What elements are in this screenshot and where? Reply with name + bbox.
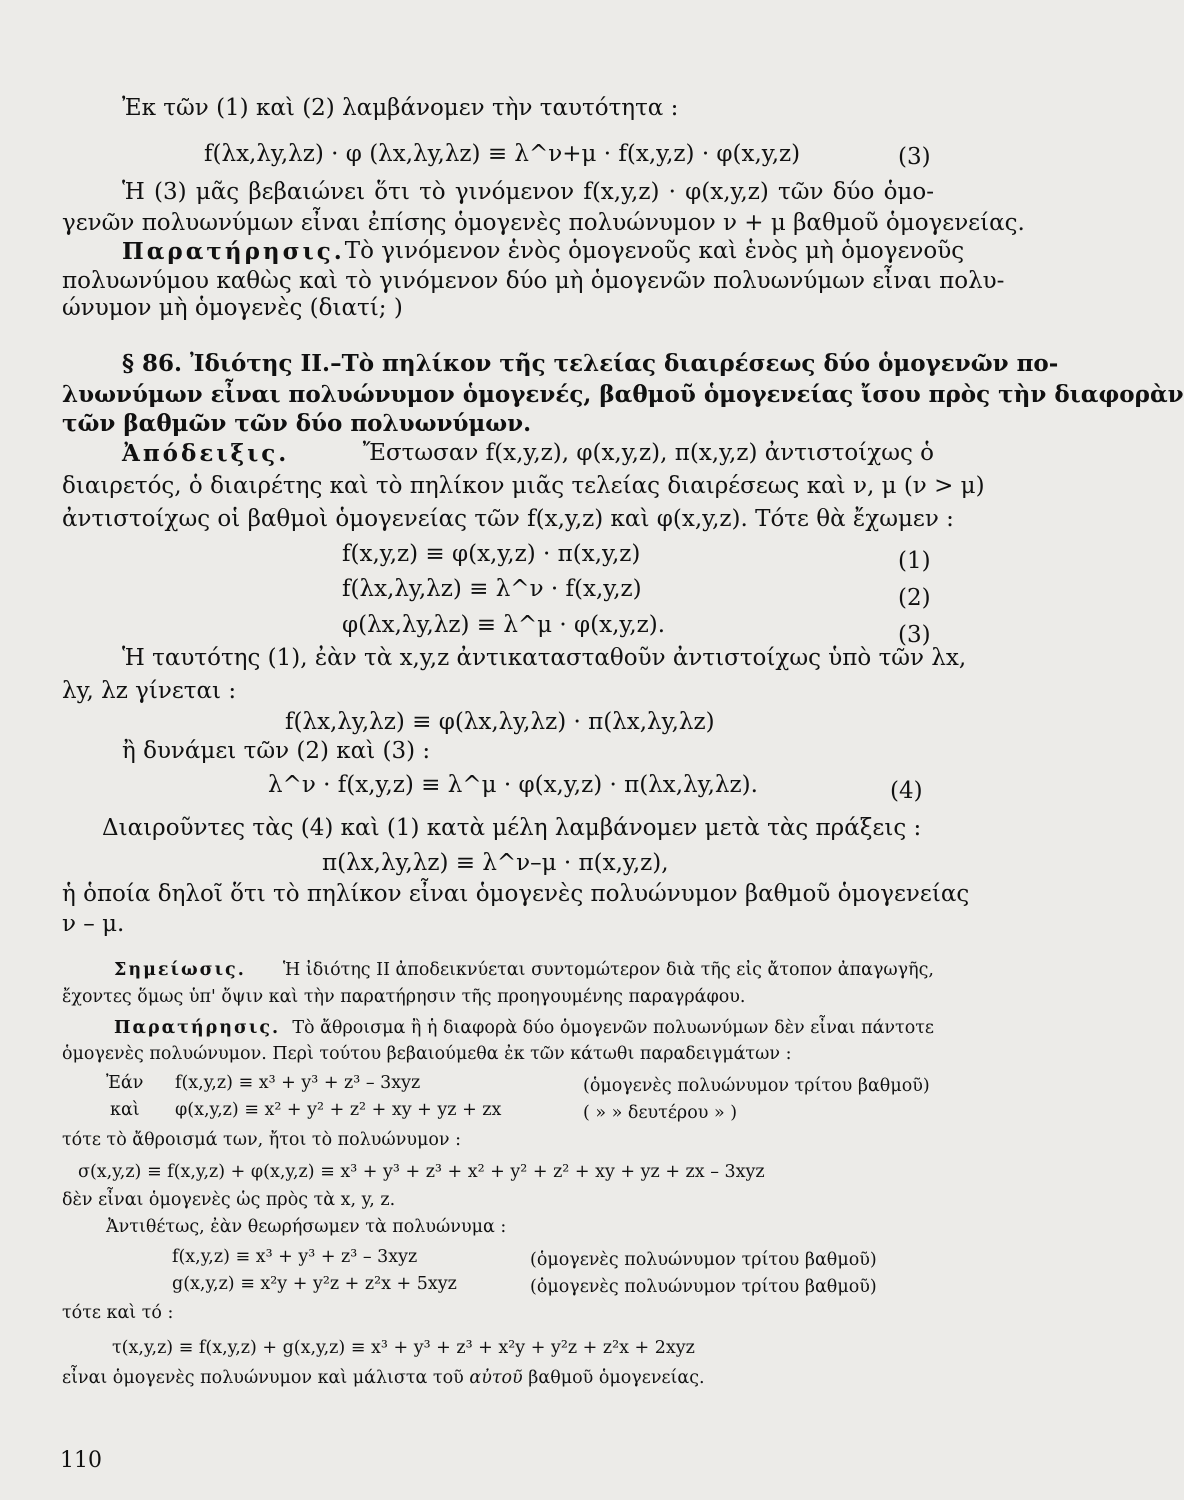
text-line: τότε καὶ τό : <box>62 1303 174 1323</box>
remark-label: Παρατήρησις. <box>122 238 345 265</box>
equation-number: (3) <box>898 144 931 170</box>
section-heading <box>122 350 1059 377</box>
note-label: Σημείωσις. <box>114 960 246 980</box>
equation: f(λx,λy,λz) ≡ φ(λx,λy,λz) · π(λx,λy,λz) <box>285 709 715 735</box>
statement-line: λυωνύμων εἶναι πολυώνυμον ὁμογενές, βαθμοῦ ὁμογενείας ἴσου πρὸς τὴν διαφορὰν <box>62 381 1184 408</box>
equation-number: (4) <box>890 778 923 804</box>
remark-line <box>122 238 965 265</box>
proof-line <box>122 442 934 465</box>
text-line: ἔχοντες ὅμως ὑπ' ὄψιν καὶ τὴν παρατήρησιν τῆς προηγουμένης παραγράφου. <box>62 987 746 1007</box>
proof-text: Ἔστωσαν f(x,y,z), φ(x,y,z), π(x,y,z) ἀντιστοίχως ὁ <box>362 440 934 466</box>
text-line: ν – μ. <box>62 911 125 937</box>
remark-line <box>114 1020 934 1038</box>
text-line: διαιρετός, ὁ διαιρέτης καὶ τὸ πηλίκον μιᾶς τελείας διαιρέσεως καὶ ν, μ (ν > μ) <box>62 473 985 499</box>
text-line <box>62 1370 705 1388</box>
equation-number: (1) <box>898 548 931 574</box>
proof-label: Ἀπόδειξις. <box>122 440 290 467</box>
equation: φ(λx,λy,λz) ≡ λ^μ · φ(x,y,z). <box>342 612 666 638</box>
text-line: Διαιροῦντες τὰς (4) καὶ (1) κατὰ μέλη λαμβάνομεν μετὰ τὰς πράξεις : <box>102 815 922 841</box>
equation-note: (ὁμογενὲς πολυώνυμον τρίτου βαθμοῦ) <box>530 1250 877 1270</box>
text-line: λy, λz γίνεται : <box>62 678 237 704</box>
equation: f(x,y,z) ≡ x³ + y³ + z³ – 3xyz <box>172 1247 418 1267</box>
equation: f(x,y,z) ≡ φ(x,y,z) · π(x,y,z) <box>342 541 641 567</box>
equation: g(x,y,z) ≡ x²y + y²z + z²x + 5xyz <box>172 1274 457 1294</box>
text-line: ὁμογενὲς πολυώνυμον. Περὶ τούτου βεβαιούμεθα ἐκ τῶν κάτωθι παραδειγμάτων : <box>62 1044 792 1064</box>
remark-label: Παρατήρησις. <box>114 1018 281 1038</box>
emphasis-word: αὐτοῦ <box>469 1368 523 1388</box>
remark-text: Τὸ ἄθροισμα ἢ ἡ διαφορὰ δύο ὁμογενῶν πολυωνύμων δὲν εἶναι πάντοτε <box>292 1018 934 1038</box>
equation-number: (2) <box>898 585 931 611</box>
text-line: Ἡ ταυτότης (1), ἐὰν τὰ x,y,z ἀντικατασταθοῦν ἀντιστοίχως ὑπὸ τῶν λx, <box>122 645 967 671</box>
equation-note: (ὁμογενὲς πολυώνυμον τρίτου βαθμοῦ) <box>583 1076 930 1096</box>
text-span: βαθμοῦ ὁμογενείας. <box>528 1368 705 1388</box>
section-statement: Τὸ πηλίκον τῆς τελείας διαιρέσεως δύο ὁμογενῶν πο- <box>341 350 1059 377</box>
text-line: ἡ ὁποία δηλοῖ ὅτι τὸ πηλίκον εἶναι ὁμογενὲς πολυώνυμον βαθμοῦ ὁμογενείας <box>62 881 970 907</box>
note-text: Ἡ ἰδιότης ΙΙ ἀποδεικνύεται συντομώτερον διὰ τῆς εἰς ἄτοπον ἀπαγωγῆς, <box>282 960 934 980</box>
page-number: 110 <box>60 1448 102 1473</box>
text-span: εἶναι ὁμογενὲς πολυώνυμον καὶ μάλιστα τοῦ <box>62 1368 464 1388</box>
equation: σ(x,y,z) ≡ f(x,y,z) + φ(x,y,z) ≡ x³ + y³ + z³ + x² + y² + z² + xy + yz + zx – 3xyz <box>78 1162 765 1182</box>
equation: π(λx,λy,λz) ≡ λ^ν–μ · π(x,y,z), <box>322 850 669 876</box>
text-line: πολυωνύμου καθὼς καὶ τὸ γινόμενον δύο μὴ ὁμογενῶν πολυωνύμων εἶναι πολυ- <box>62 268 1005 294</box>
text-line: Ἀντιθέτως, ἐὰν θεωρήσωμεν τὰ πολυώνυμα : <box>106 1217 507 1237</box>
equation: f(λx,λy,λz) · φ (λx,λy,λz) ≡ λ^ν+μ · f(x,y,z) · φ(x,y,z) <box>204 141 801 167</box>
equation-number: (3) <box>898 622 931 648</box>
text-line: ἀντιστοίχως οἱ βαθμοὶ ὁμογενείας τῶν f(x,y,z) καὶ φ(x,y,z). Τότε θὰ ἔχωμεν : <box>62 506 954 532</box>
text-line: ἢ δυνάμει τῶν (2) καὶ (3) : <box>122 738 431 764</box>
text-word: Ἐάν <box>106 1073 144 1093</box>
text-line: τότε τὸ ἄθροισμά των, ἤτοι τὸ πολυώνυμον : <box>62 1130 461 1150</box>
text-line: γενῶν πολυωνύμων εἶναι ἐπίσης ὁμογενὲς πολυώνυμον ν + μ βαθμοῦ ὁμογενείας. <box>62 210 1025 236</box>
equation: τ(x,y,z) ≡ f(x,y,z) + g(x,y,z) ≡ x³ + y³ + z³ + x²y + y²z + z²x + 2xyz <box>112 1338 695 1358</box>
text-line: Ἡ (3) μᾶς βεβαιώνει ὅτι τὸ γινόμενον f(x,y,z) · φ(x,y,z) τῶν δύο ὁμο- <box>122 179 934 205</box>
equation-note: ( » » δευτέρου » ) <box>583 1103 738 1123</box>
equation: f(x,y,z) ≡ x³ + y³ + z³ – 3xyz <box>175 1073 421 1093</box>
text-line: ώνυμον μὴ ὁμογενὲς (διατί; ) <box>62 295 403 321</box>
note-line <box>114 962 934 980</box>
section-number: § 86. Ἰδιότης ΙΙ.– <box>122 350 342 377</box>
equation: λ^ν · f(x,y,z) ≡ λ^μ · φ(x,y,z) · π(λx,λy,λz). <box>268 772 758 798</box>
text-line: Ἐκ τῶν (1) καὶ (2) λαμβάνομεν τὴν ταυτότητα : <box>122 95 679 121</box>
equation: f(λx,λy,λz) ≡ λ^ν · f(x,y,z) <box>342 576 642 602</box>
equation-note: (ὁμογενὲς πολυώνυμον τρίτου βαθμοῦ) <box>530 1277 877 1297</box>
remark-text: Τὸ γινόμενον ἑνὸς ὁμογενοῦς καὶ ἑνὸς μὴ ὁμογενοῦς <box>344 238 965 264</box>
statement-line: τῶν βαθμῶν τῶν δύο πολυωνύμων. <box>62 410 532 437</box>
text-line: δὲν εἶναι ὁμογενὲς ὡς πρὸς τὰ x, y, z. <box>62 1190 396 1210</box>
equation: φ(x,y,z) ≡ x² + y² + z² + xy + yz + zx <box>175 1100 502 1120</box>
text-word: καὶ <box>110 1100 140 1120</box>
